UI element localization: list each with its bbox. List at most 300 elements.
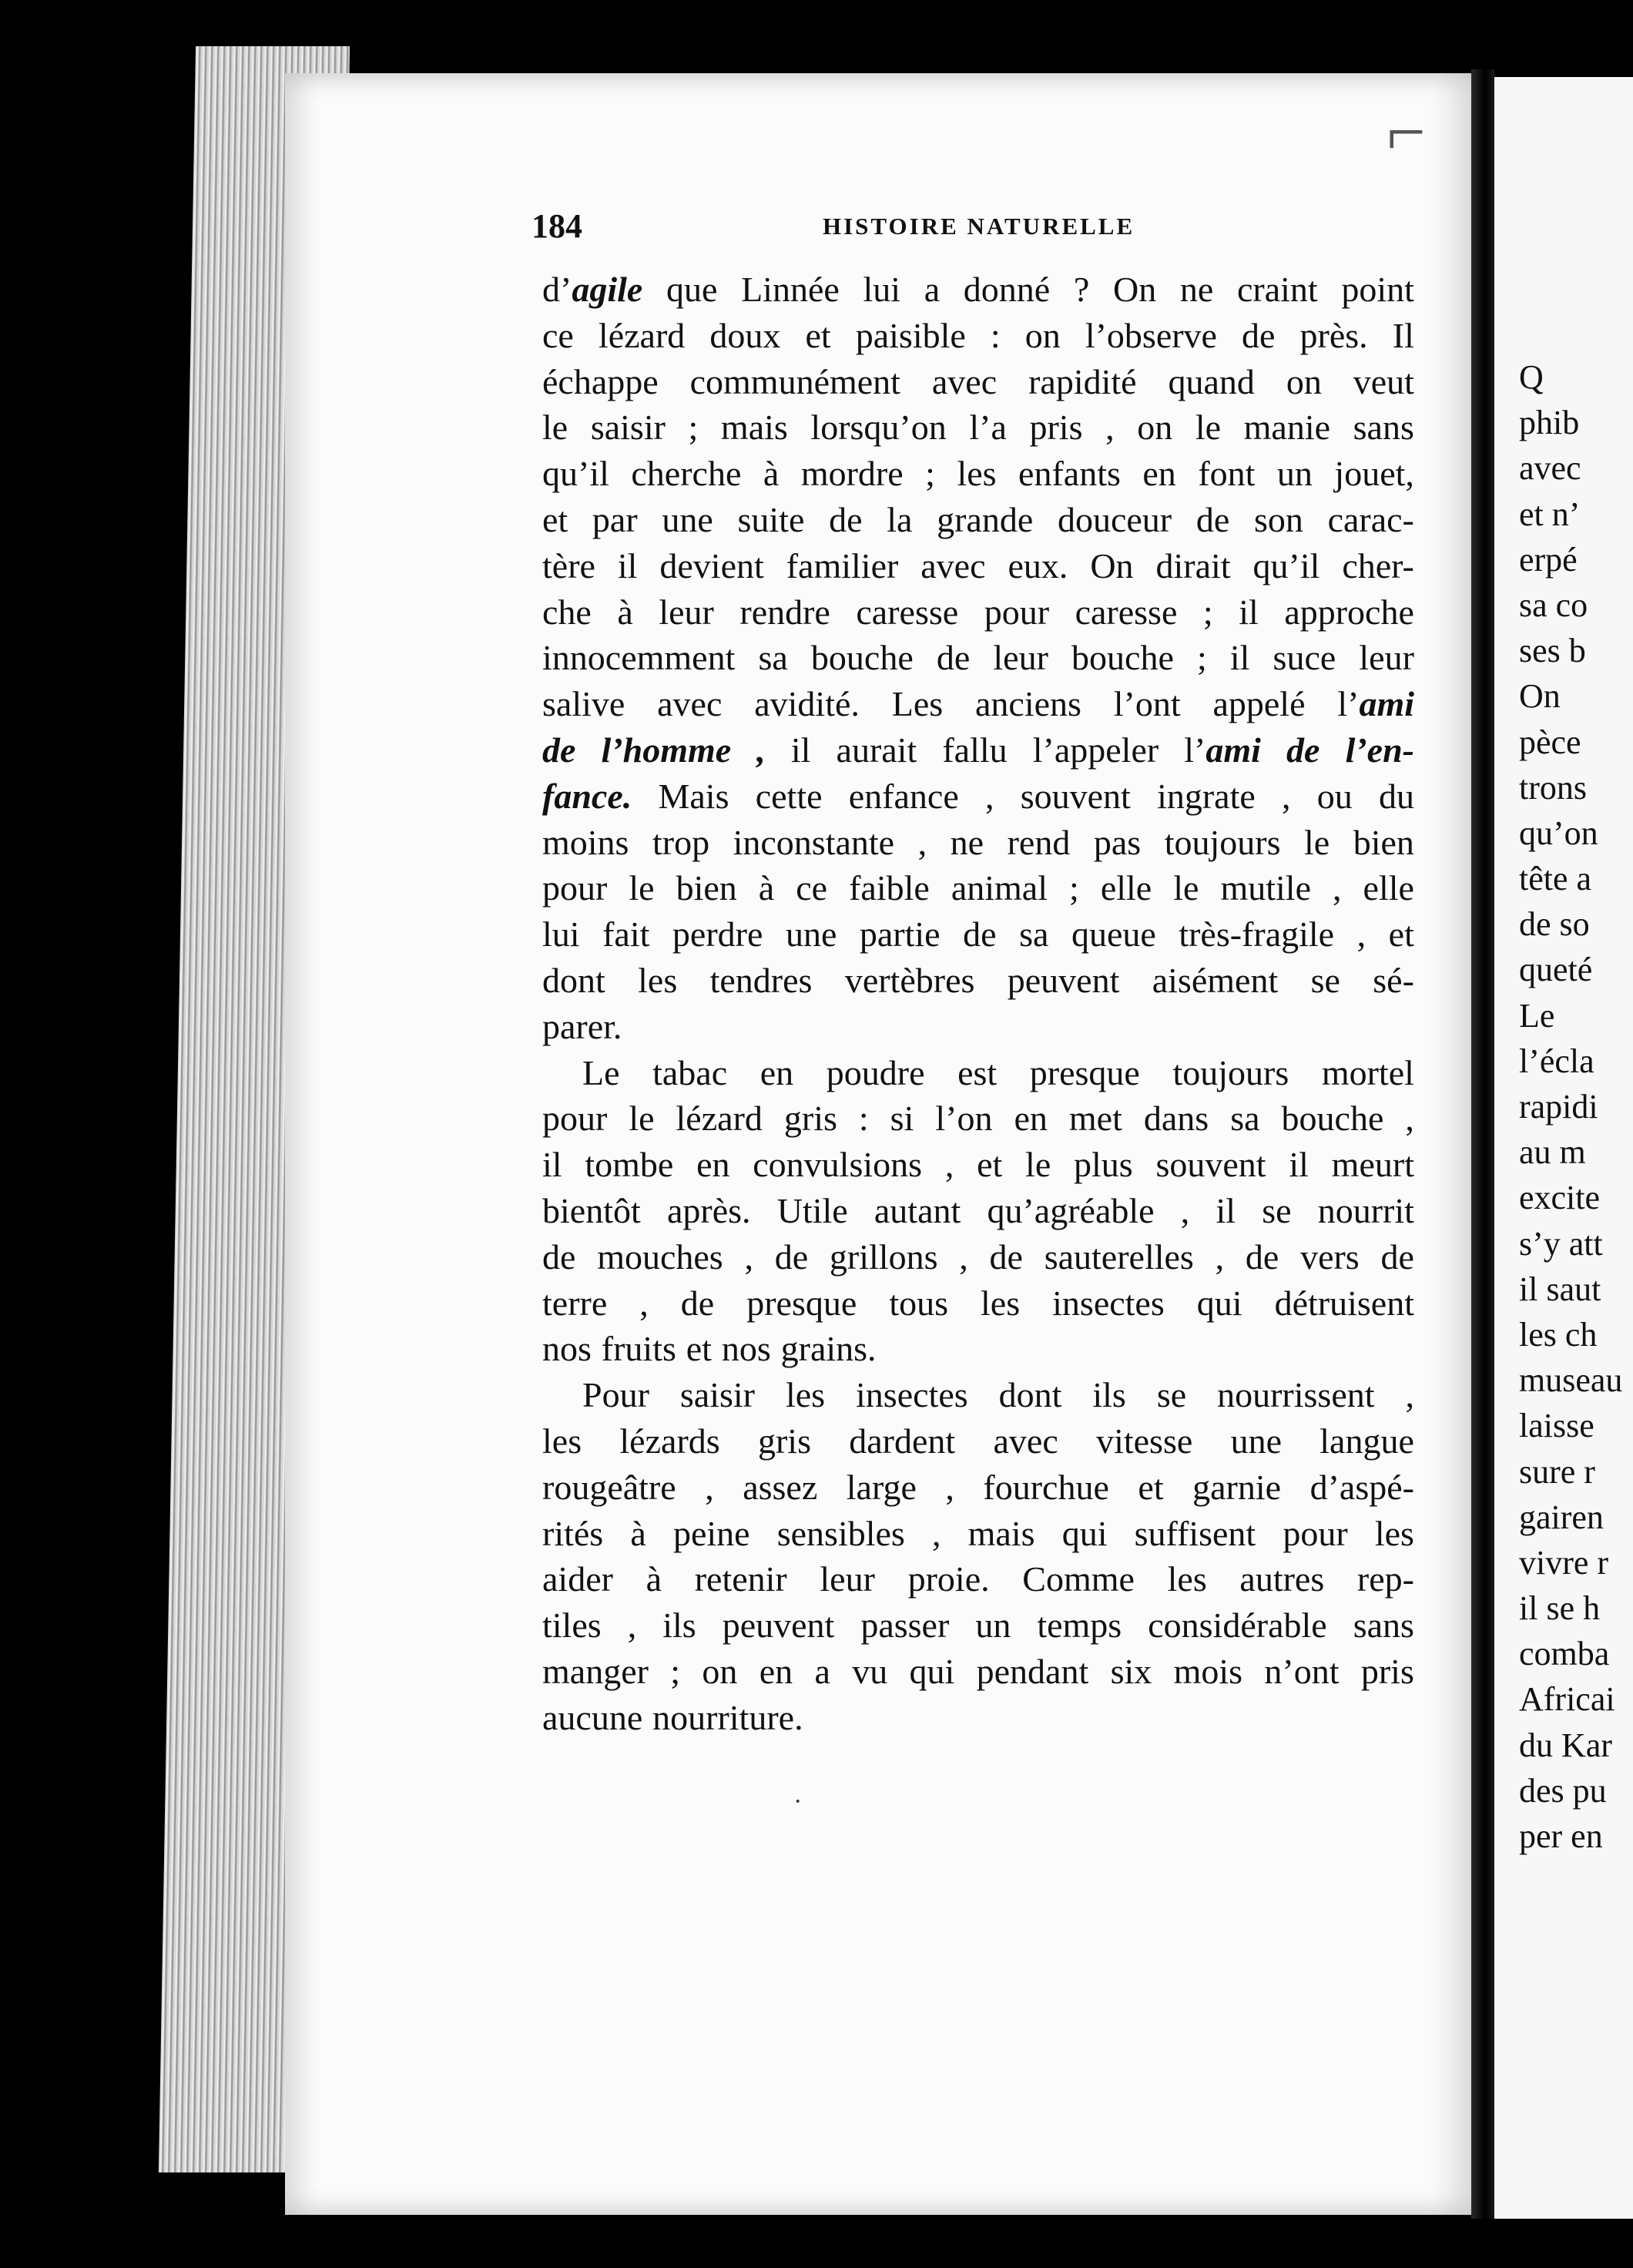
- word: craint: [1236, 270, 1318, 309]
- word: que: [666, 270, 718, 309]
- word: le: [1303, 822, 1330, 862]
- scan-mark: ·: [793, 1787, 803, 1816]
- word: pour: [1283, 1513, 1348, 1553]
- right-page-fragment: gairen: [1519, 1498, 1604, 1536]
- word: aurait: [836, 730, 917, 770]
- word: mais: [720, 408, 788, 448]
- word: toujours: [1164, 822, 1281, 862]
- word: on: [1286, 361, 1322, 401]
- word: ,: [705, 1467, 714, 1507]
- word: une: [785, 914, 837, 955]
- right-page-fragment: rapidi: [1519, 1088, 1598, 1126]
- word: cette: [755, 776, 823, 816]
- word: on: [1024, 315, 1061, 355]
- word: Linnée: [741, 270, 840, 309]
- word: une: [662, 499, 713, 539]
- text-line: [542, 773, 1414, 820]
- word: les: [957, 454, 997, 494]
- word: ,: [744, 1236, 753, 1277]
- word: rend: [1007, 822, 1071, 862]
- word: convulsions: [753, 1145, 923, 1185]
- word: de: [1195, 499, 1230, 539]
- word: :: [858, 1099, 869, 1139]
- text-line: [542, 1602, 1414, 1649]
- text-line: [542, 313, 1414, 359]
- word: de: [1286, 730, 1320, 770]
- word: mais: [967, 1513, 1035, 1553]
- word: parer.: [542, 1006, 622, 1046]
- word: l’observe: [1085, 315, 1217, 355]
- word: d’agile: [542, 270, 643, 309]
- word: nourriture.: [652, 1697, 803, 1737]
- word: très-fragile: [1179, 914, 1335, 955]
- word: anciens: [974, 684, 1081, 724]
- word: bouche: [1071, 638, 1174, 678]
- word: point: [1341, 270, 1414, 309]
- word: en: [759, 1651, 793, 1691]
- text-line: [542, 404, 1414, 451]
- word: enfants: [1018, 454, 1121, 494]
- word: qu’il: [1252, 545, 1320, 585]
- word: assez: [743, 1467, 818, 1507]
- word: ;: [1069, 868, 1079, 908]
- word: doux: [709, 315, 781, 355]
- word: a: [814, 1651, 830, 1691]
- word: dirait: [1155, 545, 1231, 585]
- word: pour: [542, 868, 608, 908]
- word: les: [638, 960, 678, 1000]
- word: ;: [925, 454, 935, 494]
- text-line: [542, 911, 1414, 958]
- word: n’ont: [1264, 1651, 1340, 1691]
- word: de: [1245, 1236, 1279, 1277]
- word: le: [629, 868, 655, 908]
- word: grillons: [829, 1236, 938, 1277]
- page-number: 184: [531, 207, 582, 245]
- word: avec: [931, 361, 998, 401]
- right-page-fragment: On: [1519, 677, 1561, 716]
- word: ce: [542, 315, 574, 355]
- word: On: [1112, 270, 1157, 309]
- word: poudre: [826, 1052, 925, 1092]
- word: insectes: [1052, 1283, 1165, 1323]
- word: ;: [1202, 592, 1213, 632]
- word: presque: [746, 1283, 857, 1323]
- word: et: [686, 1329, 712, 1369]
- word: à: [617, 592, 633, 632]
- word: et: [542, 499, 568, 539]
- right-page-fragment: des pu: [1519, 1771, 1607, 1810]
- word: ,: [1356, 914, 1366, 955]
- text-line: [542, 635, 1414, 681]
- word: innocemment: [542, 638, 736, 678]
- word: Utile: [776, 1190, 848, 1230]
- body-text: [542, 267, 1414, 1741]
- word: moins: [542, 822, 629, 862]
- word: l’homme: [601, 730, 732, 770]
- word: garnie: [1192, 1467, 1282, 1507]
- word: paisible: [855, 315, 966, 355]
- text-line: [542, 1234, 1414, 1280]
- word: grande: [937, 499, 1034, 539]
- text-line: [542, 1326, 1414, 1372]
- word: lui: [542, 914, 580, 955]
- word: pris: [1360, 1651, 1414, 1691]
- text-line: [542, 1464, 1414, 1511]
- word: lézards: [619, 1421, 720, 1461]
- word: queue: [1071, 914, 1156, 955]
- page-header: [531, 206, 1402, 245]
- word: et: [977, 1145, 1003, 1185]
- word: caresse: [856, 592, 959, 632]
- right-page-fragment: queté: [1519, 951, 1593, 989]
- word: autant: [874, 1190, 961, 1230]
- text-line: [542, 589, 1414, 636]
- word: tiles: [542, 1605, 602, 1646]
- right-page-fragment: tête a: [1519, 860, 1592, 898]
- word: on: [702, 1651, 738, 1691]
- word: rougeâtre: [542, 1467, 676, 1507]
- word: en: [1142, 454, 1176, 494]
- word: cher-: [1342, 545, 1414, 585]
- word: qu’il: [542, 454, 609, 494]
- right-page-fragment: trons: [1519, 768, 1587, 807]
- right-page-fragment: de so: [1519, 905, 1590, 944]
- word: lorsqu’on: [810, 408, 947, 448]
- word: la: [887, 499, 913, 539]
- right-page-fragment: s’y att: [1519, 1224, 1603, 1263]
- word: vitesse: [1096, 1421, 1193, 1461]
- word: insectes: [856, 1375, 968, 1415]
- word: considérable: [1148, 1605, 1327, 1646]
- word: vu: [852, 1651, 888, 1691]
- word: le: [1173, 868, 1199, 908]
- right-page-fragment: pèce: [1519, 723, 1581, 761]
- word: fait: [602, 914, 650, 955]
- word: suffisent: [1134, 1513, 1256, 1553]
- right-page-fragment: erpé: [1519, 540, 1578, 579]
- right-page-fragment: ses b: [1519, 632, 1586, 670]
- word: dont: [542, 960, 605, 1000]
- word: Comme: [1022, 1559, 1135, 1599]
- word: animal: [951, 868, 1048, 908]
- word: Pour: [582, 1375, 649, 1415]
- word: ,: [756, 730, 766, 770]
- word: ce: [796, 868, 828, 908]
- word: il: [1289, 1145, 1309, 1185]
- word: de: [680, 1283, 715, 1323]
- right-page-fragment: Africai: [1519, 1680, 1615, 1719]
- word: l’on: [935, 1099, 993, 1139]
- right-page-fragment: sure r: [1519, 1452, 1595, 1491]
- text-line: [542, 1142, 1414, 1188]
- word: fruits: [601, 1329, 676, 1369]
- word: peine: [672, 1513, 750, 1553]
- word: perdre: [672, 914, 763, 955]
- right-page-fragment: excite: [1519, 1179, 1601, 1217]
- word: On: [1090, 545, 1134, 585]
- word: leur: [993, 638, 1048, 678]
- word: et: [805, 315, 831, 355]
- word: un: [1276, 454, 1313, 494]
- word: meurt: [1331, 1145, 1414, 1185]
- word: bouche: [810, 638, 914, 678]
- right-page-fragment: et n’: [1519, 495, 1581, 533]
- word: les: [542, 1421, 582, 1461]
- right-page-fragment: du Kar: [1519, 1726, 1612, 1764]
- word: de: [989, 1236, 1023, 1277]
- word: bien: [1353, 822, 1414, 862]
- right-page-text: [1519, 354, 1622, 1859]
- word: temps: [1037, 1605, 1122, 1646]
- word: approche: [1284, 592, 1414, 632]
- word: ;: [670, 1651, 681, 1691]
- right-page-fragment: les ch: [1519, 1315, 1598, 1354]
- word: sa: [1019, 914, 1049, 955]
- right-page-fragment: vivre r: [1519, 1543, 1609, 1582]
- word: qui: [1061, 1513, 1108, 1553]
- word: les: [1167, 1559, 1207, 1599]
- right-page-fragment: il se h: [1519, 1589, 1601, 1628]
- word: suite: [737, 499, 805, 539]
- word: avec: [657, 684, 723, 724]
- word: a: [924, 270, 941, 309]
- word: retenir: [694, 1559, 787, 1599]
- word: échappe: [542, 361, 659, 401]
- right-page: [1494, 77, 1633, 2219]
- word: manger: [542, 1651, 649, 1691]
- word: ,: [1180, 1190, 1190, 1230]
- word: l’appeler: [1032, 730, 1159, 770]
- word: plus: [1074, 1145, 1133, 1185]
- word: trop: [652, 822, 710, 862]
- word: l’ami: [1184, 730, 1261, 770]
- word: ,: [639, 1283, 649, 1323]
- word: caresse: [1075, 592, 1178, 632]
- right-page-fragment: sa co: [1519, 585, 1588, 624]
- word: mouches: [597, 1236, 723, 1277]
- text-line: [542, 497, 1414, 543]
- word: qui: [909, 1651, 955, 1691]
- word: terre: [542, 1283, 608, 1323]
- word: il: [790, 730, 811, 770]
- word: bouche: [1281, 1099, 1384, 1139]
- running-head: HISTOIRE NATURELLE: [823, 213, 1135, 240]
- word: il: [617, 545, 638, 585]
- word: en: [1014, 1099, 1048, 1139]
- word: rités: [542, 1513, 604, 1553]
- word: quand: [1168, 361, 1255, 401]
- word: presque: [1029, 1052, 1140, 1092]
- word: rendre: [739, 592, 830, 632]
- word: six: [1110, 1651, 1152, 1691]
- text-line: [542, 359, 1414, 405]
- word: d’aspé-: [1309, 1467, 1414, 1507]
- word: ingrate: [1157, 776, 1256, 816]
- word: souvent: [1020, 776, 1131, 816]
- word: lui: [863, 270, 901, 309]
- text-line: [542, 727, 1414, 773]
- word: du: [1379, 776, 1414, 816]
- word: sa: [1230, 1099, 1260, 1139]
- word: gris: [757, 1421, 811, 1461]
- word: tabac: [652, 1052, 728, 1092]
- word: pas: [1093, 822, 1142, 862]
- word: devient: [659, 545, 764, 585]
- word: le: [1025, 1145, 1051, 1185]
- word: ,: [945, 1467, 954, 1507]
- word: bientôt: [542, 1190, 641, 1230]
- text-line: [542, 267, 1414, 313]
- word: ou: [1316, 776, 1353, 816]
- word: vers: [1300, 1236, 1360, 1277]
- text-line: [542, 1649, 1414, 1695]
- word: aucune: [542, 1697, 643, 1737]
- word: partie: [859, 914, 941, 955]
- word: appelé: [1212, 684, 1306, 724]
- word: font: [1198, 454, 1256, 494]
- right-page-fragment: museau: [1519, 1361, 1623, 1400]
- word: ,: [1215, 1236, 1225, 1277]
- word: dardent: [849, 1421, 956, 1461]
- word: se: [1262, 1190, 1292, 1230]
- word: pour: [542, 1099, 608, 1139]
- word: tère: [542, 545, 595, 585]
- word: ,: [1282, 776, 1291, 816]
- word: grains.: [780, 1329, 877, 1369]
- right-page-fragment: laisse: [1519, 1407, 1594, 1445]
- word: l’a: [969, 408, 1007, 448]
- word: de: [963, 914, 997, 955]
- word: à: [758, 868, 775, 908]
- right-page-fragment: qu’on: [1519, 814, 1598, 852]
- word: sé-: [1373, 960, 1414, 1000]
- word: ,: [917, 822, 927, 862]
- word: inconstante: [733, 822, 895, 862]
- word: à: [763, 454, 780, 494]
- word: avec: [993, 1421, 1058, 1461]
- word: de: [542, 1236, 576, 1277]
- word: pendant: [976, 1651, 1089, 1691]
- word: large: [846, 1467, 917, 1507]
- word: dans: [1143, 1099, 1209, 1139]
- word: nourrissent: [1217, 1375, 1375, 1415]
- word: Les: [891, 684, 944, 724]
- text-line: [542, 1556, 1414, 1602]
- word: ne: [1179, 270, 1214, 309]
- word: ,: [959, 1236, 968, 1277]
- word: en: [696, 1145, 730, 1185]
- word: les: [981, 1283, 1021, 1323]
- word: à: [630, 1513, 646, 1553]
- word: lézard: [676, 1099, 763, 1139]
- word: ,: [1105, 408, 1115, 448]
- word: l’ont: [1113, 684, 1181, 724]
- word: peuvent: [1007, 960, 1120, 1000]
- text-line: [542, 820, 1414, 866]
- word: vertèbres: [844, 960, 975, 1000]
- word: de: [829, 499, 863, 539]
- word: donné: [963, 270, 1051, 309]
- word: il: [1216, 1190, 1236, 1230]
- word: Le: [582, 1052, 620, 1092]
- word: l’ami: [1337, 684, 1414, 724]
- word: douceur: [1057, 499, 1172, 539]
- word: proie.: [907, 1559, 990, 1599]
- word: après.: [666, 1190, 751, 1230]
- word: sauterelles: [1044, 1236, 1194, 1277]
- right-page-fragment: au m: [1519, 1133, 1586, 1172]
- word: saisir: [679, 1375, 755, 1415]
- word: est: [957, 1052, 998, 1092]
- word: un: [975, 1605, 1011, 1646]
- word: en: [759, 1052, 794, 1092]
- word: sans: [1353, 408, 1414, 448]
- word: sa: [758, 638, 788, 678]
- right-page-fragment: l’écla: [1519, 1042, 1594, 1080]
- word: faible: [849, 868, 930, 908]
- word: ils: [662, 1605, 696, 1646]
- word: de: [774, 1236, 809, 1277]
- word: il: [542, 1145, 562, 1185]
- text-line: [542, 1050, 1414, 1096]
- text-line: [542, 1695, 1414, 1741]
- word: langue: [1319, 1421, 1414, 1461]
- right-page-fragment: phib: [1519, 404, 1580, 442]
- word: Il: [1392, 315, 1414, 355]
- word: et: [1388, 914, 1414, 955]
- word: Mais: [658, 776, 729, 816]
- word: cherche: [631, 454, 742, 494]
- text-line: [542, 1511, 1414, 1557]
- word: l’en-: [1345, 730, 1414, 770]
- word: pris: [1029, 408, 1083, 448]
- word: tombe: [585, 1145, 674, 1185]
- word: détruisent: [1274, 1283, 1414, 1323]
- word: nourrit: [1317, 1190, 1414, 1230]
- word: tous: [889, 1283, 948, 1323]
- word: son: [1253, 499, 1303, 539]
- word: fallu: [942, 730, 1008, 770]
- word: de: [936, 638, 971, 678]
- word: ;: [1196, 638, 1207, 678]
- word: sensibles: [776, 1513, 905, 1553]
- word: bien: [676, 868, 737, 908]
- word: peuvent: [722, 1605, 835, 1646]
- word: fourchue: [983, 1467, 1109, 1507]
- word: autres: [1239, 1559, 1325, 1599]
- text-line: [542, 451, 1414, 497]
- word: ,: [944, 1145, 954, 1185]
- text-line: [542, 1280, 1414, 1327]
- word: enfance: [848, 776, 959, 816]
- word: fance.: [542, 776, 632, 816]
- word: ,: [627, 1605, 637, 1646]
- word: nos: [542, 1329, 592, 1369]
- word: il: [1229, 638, 1250, 678]
- word: se: [1310, 960, 1340, 1000]
- word: che: [542, 592, 592, 632]
- word: avec: [920, 545, 986, 585]
- right-page-fragment: avec: [1519, 449, 1581, 488]
- word: manie: [1243, 408, 1331, 448]
- word: ,: [931, 1513, 941, 1553]
- word: de: [542, 730, 576, 770]
- word: près.: [1299, 315, 1368, 355]
- word: nos: [721, 1329, 771, 1369]
- word: sans: [1353, 1605, 1414, 1646]
- word: ,: [985, 776, 994, 816]
